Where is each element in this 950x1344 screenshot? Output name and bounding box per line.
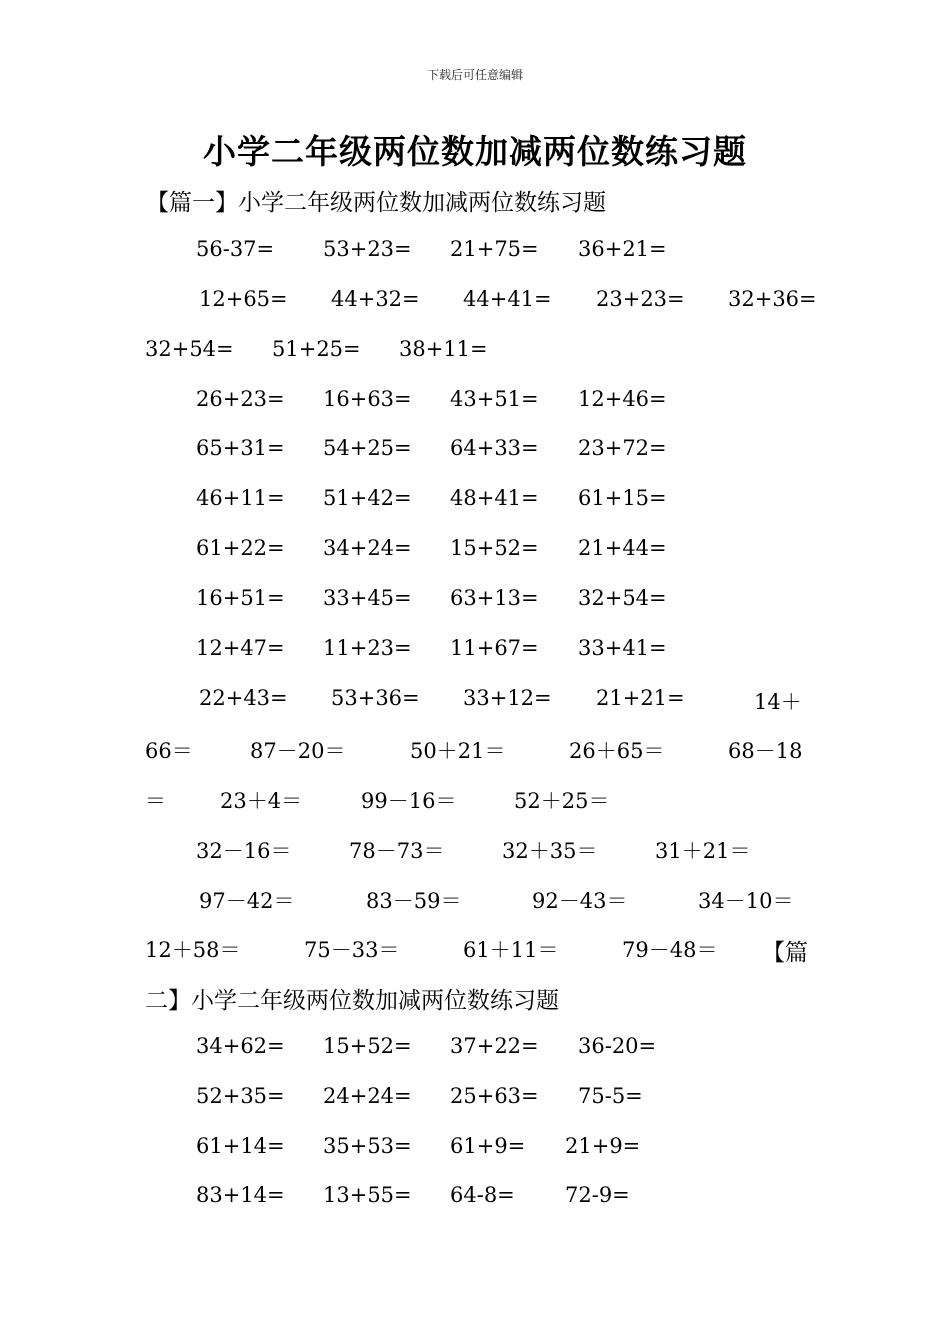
problem-row [0, 486, 950, 520]
problem-row [0, 934, 950, 968]
problem: 64-8= [450, 1183, 515, 1207]
problem: 33+41= [578, 636, 667, 660]
problem: 21+21= [596, 686, 685, 710]
problem: 61+22= [196, 536, 285, 560]
problem: 44+32= [331, 287, 420, 311]
problem: 34+24= [323, 536, 412, 560]
problem: 34+62= [196, 1034, 285, 1058]
problem-row [0, 536, 950, 570]
problem: 61+9= [450, 1134, 526, 1158]
problem: 32＋35＝ [502, 839, 598, 863]
section-heading-1-text: 【篇一】小学二年级两位数加减两位数练习题 [146, 190, 606, 216]
problem: 51+42= [323, 486, 412, 510]
problem: 35+53= [323, 1134, 412, 1158]
problem-row [0, 337, 950, 371]
problem: 21+9= [565, 1134, 641, 1158]
problem: 12+47= [196, 636, 285, 660]
problem: 26+23= [196, 387, 285, 411]
problem: 12+46= [578, 387, 667, 411]
problem: 32+54= [145, 337, 234, 361]
problem: 32－16＝ [196, 839, 292, 863]
problem: 87－20＝ [250, 739, 346, 763]
problem: 12+65= [199, 287, 288, 311]
problem-row [0, 1034, 950, 1068]
problem: 【篇 [762, 940, 808, 966]
problem: 12＋58＝ [145, 938, 241, 962]
problem: 52＋25＝ [514, 789, 610, 813]
problem: 34－10＝ [698, 889, 794, 913]
problem: 92－43＝ [532, 889, 628, 913]
problem-row [0, 636, 950, 670]
problem: 16+63= [323, 387, 412, 411]
problem: 75－33＝ [304, 938, 400, 962]
problem: 83－59＝ [366, 889, 462, 913]
problem: 37+22= [450, 1034, 539, 1058]
problem-row [0, 586, 950, 620]
problem: ＝ [145, 789, 166, 813]
problem-row [0, 387, 950, 421]
problem: 44+41= [463, 287, 552, 311]
problem: 36+21= [578, 237, 667, 261]
problem: 11+23= [323, 636, 412, 660]
problem-row [0, 1183, 950, 1217]
problem: 75-5= [578, 1084, 643, 1108]
problem: 56-37= [196, 237, 275, 261]
problem: 23＋4＝ [220, 789, 303, 813]
problem: 53+23= [323, 237, 412, 261]
problem-row [0, 785, 950, 819]
problem: 46+11= [196, 486, 285, 510]
problem: 97－42＝ [199, 889, 295, 913]
problem: 52+35= [196, 1084, 285, 1108]
problem-row [0, 835, 950, 869]
problem: 68－18 [728, 739, 803, 763]
section-heading-1 [0, 184, 950, 218]
problem: 31＋21＝ [655, 839, 751, 863]
problem: 61+14= [196, 1134, 285, 1158]
problem: 32+54= [578, 586, 667, 610]
problem-row [0, 885, 950, 919]
problem-row [0, 436, 950, 470]
problem-row [0, 735, 950, 769]
problem-row [0, 1084, 950, 1118]
problem: 72-9= [565, 1183, 630, 1207]
page-title: 小学二年级两位数加减两位数练习题 [203, 132, 747, 171]
problem: 83+14= [196, 1183, 285, 1207]
problem: 21+75= [450, 237, 539, 261]
problem: 14＋ [754, 690, 802, 714]
problem: 36-20= [578, 1034, 657, 1058]
problem: 48+41= [450, 486, 539, 510]
problem: 23+72= [578, 436, 667, 460]
problem: 79－48＝ [622, 938, 718, 962]
problem: 53+36= [331, 686, 420, 710]
problem: 16+51= [196, 586, 285, 610]
problem: 78－73＝ [349, 839, 445, 863]
problem: 65+31= [196, 436, 285, 460]
problem: 50＋21＝ [410, 739, 506, 763]
problem: 61+15= [578, 486, 667, 510]
problem: 15+52= [323, 1034, 412, 1058]
problem-row [0, 1134, 950, 1168]
problem: 32+36= [728, 287, 817, 311]
problem: 61＋11＝ [463, 938, 559, 962]
section-heading-2-text: 二】小学二年级两位数加减两位数练习题 [145, 988, 559, 1014]
problem: 66＝ [145, 739, 193, 763]
problem: 33+12= [463, 686, 552, 710]
problem: 24+24= [323, 1084, 412, 1108]
problem: 99－16＝ [361, 789, 457, 813]
problem: 11+67= [450, 636, 539, 660]
problem: 13+55= [323, 1183, 412, 1207]
problem-row [0, 686, 950, 720]
problem: 43+51= [450, 387, 539, 411]
problem: 23+23= [596, 287, 685, 311]
problem: 33+45= [323, 586, 412, 610]
problem: 26＋65＝ [569, 739, 665, 763]
problem: 63+13= [450, 586, 539, 610]
section-heading-2 [0, 982, 950, 1016]
problem: 21+44= [578, 536, 667, 560]
problem: 15+52= [450, 536, 539, 560]
header-note: 下载后可任意编辑 [426, 68, 523, 82]
problem: 54+25= [323, 436, 412, 460]
problem-row [0, 237, 950, 271]
problem: 22+43= [199, 686, 288, 710]
problem: 25+63= [450, 1084, 539, 1108]
problem-row [0, 287, 950, 321]
problem: 51+25= [272, 337, 361, 361]
problem: 64+33= [450, 436, 539, 460]
problem: 38+11= [399, 337, 488, 361]
